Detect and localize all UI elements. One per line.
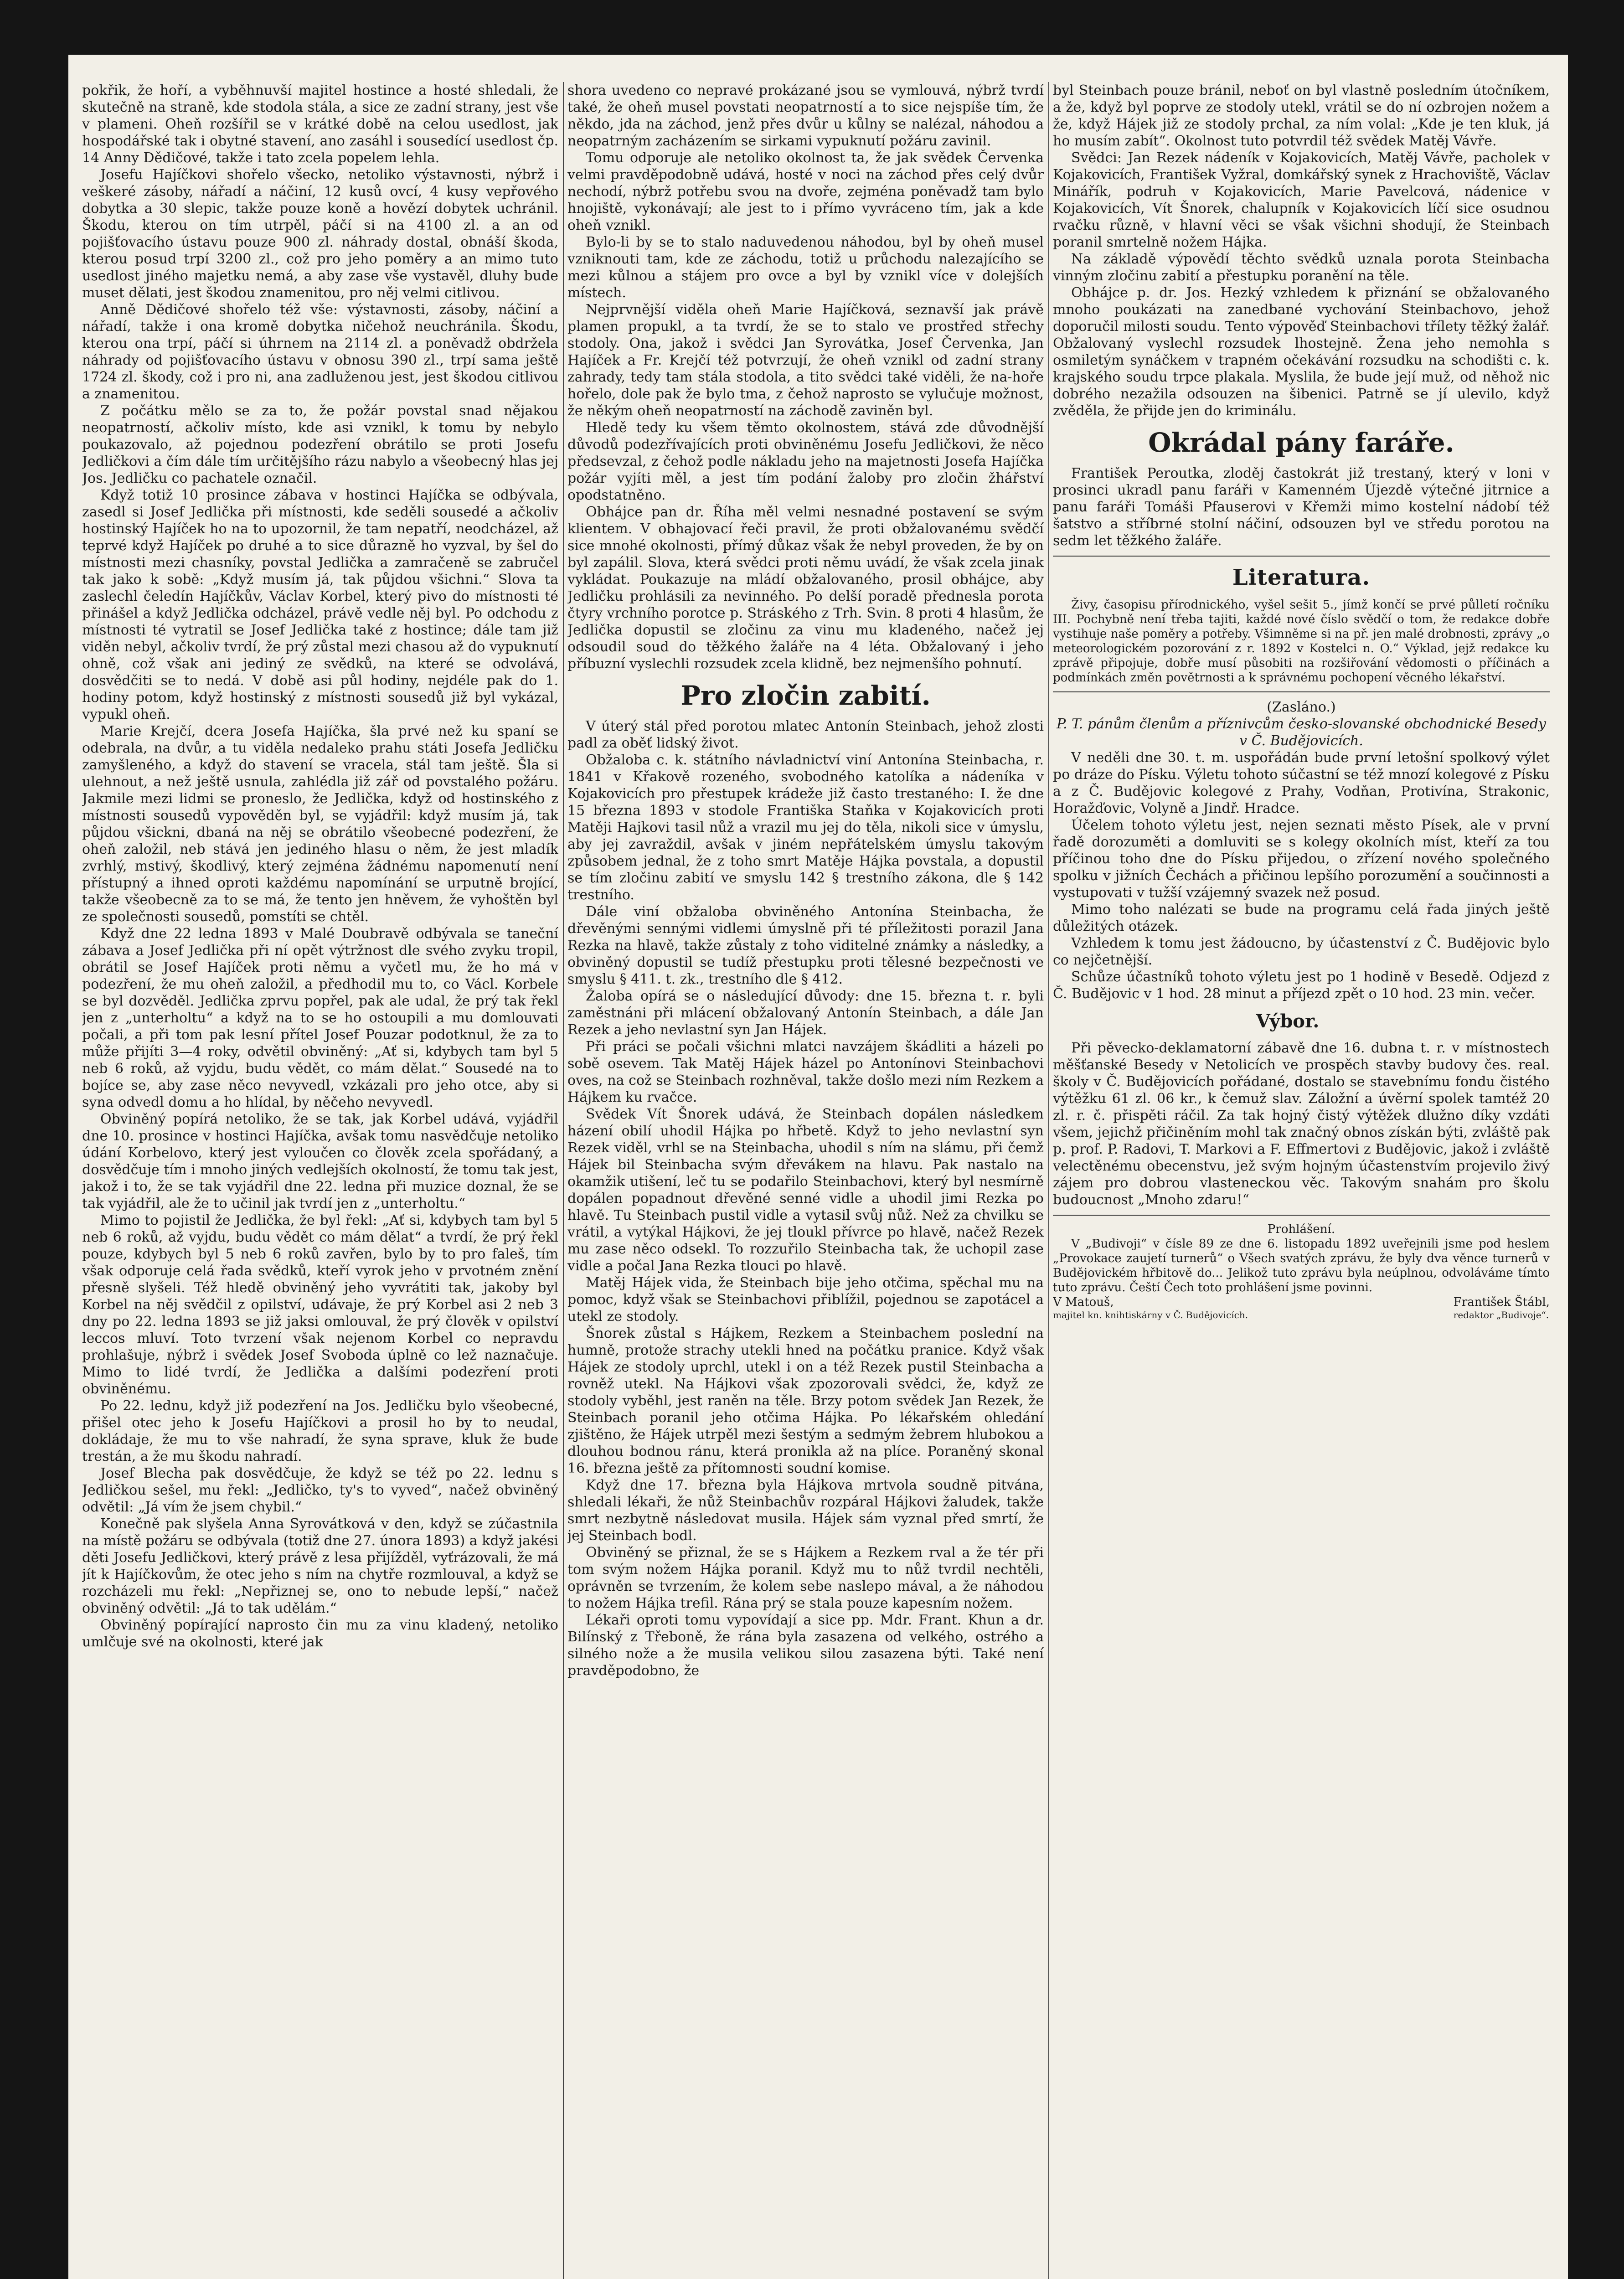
signature-committee: Výbor. <box>1256 1011 1320 1032</box>
paragraph: Po 22. lednu, když již podezření na Jos. Jedličku bylo všeobecné, přišel otec jeho k Josefu Hajíčkovi a prosil ho by to neudal, dokládaje, že mu to vše nahradí, že syna sprave, kluk že bude trestán, a že mu škodu nahradí. <box>82 1398 558 1464</box>
paragraph: shora uvedeno co nepravé prokázané jsou se vymlouvá, nýbrž tvrdí také, že oheň musel povstati neopatrností a to sice nejspíše tím, že někdo, jda na záchod, jenž přes dvůr u kůlny se nalézal, náhodou a neopatrným zacházením se sirkami vypuknutí požáru zavinil. <box>567 82 1044 149</box>
paragraph: Obhájce p. dr. Jos. Hezký vzhledem k přiznání se obžalovaného mnoho poukázati na zanedbané vychování Steinbachovo, jehož doporučil milosti soudu. Tento výpověď Steinbachovi třílety těžký žalář. Obžalovaný vyslechl rozsudek lhostejně. Žena jeho nemohla s osmiletým synáčkem v trapném očekávání rozsudku na schodišti c. k. krajského soudu trpce plakala. Myslila, že bude její muž, od něhož nic dobrého nezažila odsouzen na šibenici. Patrně se jí ulevilo, když zvěděla, že přijde jen do kriminálu. <box>1053 285 1550 419</box>
paragraph: Obhájce pan dr. Říha měl velmi nesnadné postavení se svým klientem. V obhajovací řeči pravil, že proti obžalovanému svědčí sice mnohé okolnosti, přímý důkaz však že nebyl proveden, že by on byl zapálil. Slova, která svědci proti němu uvádí, že však zcela jinak vykládat. Poukazuje na mládí obžalovaného, prosil obhájce, aby Jedličku prohlásili za nevinného. Po delší poradě přednesla porota čtyry vrchního porotce p. Stráského z Trh. Svin. 8 proti 4 hlasům, že Jedlička dopustil se zločinu za vinu mu kladeného, načež jej odsoudil soud do těžkého žaláře na 4 léta. Obžalovaný i jeho příbuzní vyslechli rozsudek zcela klidně, bez nejmenšího pohnutí. <box>567 504 1044 672</box>
paragraph: Šnorek zůstal s Hájkem, Rezkem a Steinbachem poslední na humně, protože strachy utekli hned na počátku pranice. Když však Hájek ze stodoly uprchl, utekl i on a též Rezek pustil Steinbacha a rovněž utekl. Na Hájkovi však zpozorovali svědci, že, když ze stodoly vyběhl, jest raněn na těle. Brzy potom svědek Jan Rezek, že Steinbach poranil jeho otčima Hájka. Po lékařském ohledání zjištěno, že Hájek utrpěl mezi šestým a sedmým žebrem hlubokou a dlouhou bodnou ránu, která pronikla až na plíce. Poraněný skonal 16. března ještě za přítomnosti soudní komise. <box>567 1325 1044 1476</box>
paragraph: Obviněný se přiznal, že se s Hájkem a Rezkem rval a že tér při tom svým nožem Hájka poranil. Když mu to nůž tvrdil nechtěli, oprávněn se tvrzením, že kolem sebe naslepo mával, a že náhodou to nožem Hájka trefil. Rána prý se stala pouze kapesním nožem. <box>567 1545 1044 1611</box>
paragraph: Vzhledem k tomu jest žádoucno, by účastenství z Č. Budějovic bylo co nejčetnější. <box>1053 935 1550 968</box>
paragraph: Mimo to pojistil že Jedlička, že byl řekl: „Ať si, kdybych tam byl 5 neb 6 roků, až vyjdu, budu vědět co mám dělat“ a tvrdí, že prý řekl pouze, kdybych byl 5 neb 6 roků zavřen, bylo by to pro faleš, tím však odporuje celá řada svědků, kteří vyrok jeho v prvotném znění přesně slyšeli. Též hledě obviněný jeho vyvrátiti tak, jakoby byl Korbel na něj svědčil z opilství, udávaje, že prý Korbel asi 2 neb 3 dny po 22. ledna 1893 se již jaksi omlouval, že prý člověk v opilství leccos mluví. Toto tvrzení však nejenom Korbel co nepravdu prohlašuje, nýbrž i svědek Josef Svoboda úplně co lež naznačuje. Mimo to lidé tvrdí, že Jedlička a dalšími podezření proti obviněnému. <box>82 1212 558 1397</box>
paragraph: Tomu odporuje ale netoliko okolnost ta, že jak svědek Červenka velmi pravděpodobně udává, hosté v noci na záchod přes celý dvůr nechodí, nýbrž potřebu svou na dvoře, zejména poněvadž tam bylo hnojiště, vykonávají; ale jest to i přímo vyvráceno tím, jak a kde oheň vznikl. <box>567 150 1044 233</box>
section-heading: Okrádal pány faráře. <box>1148 427 1454 458</box>
signature-caption: redaktor „Budivoje“. <box>1453 1310 1549 1320</box>
signature-caption: majitel kn. knihtiskárny v Č. Budějovicích. <box>1053 1310 1248 1320</box>
paragraph: Josefu Hajíčkovi shořelo všecko, netoliko výstavnosti, nýbrž i veškeré zásoby, nářadí a náčiní, 12 kusů ovcí, 4 kusy vepřového dobytka a 30 slepic, takže pouze koně a hovězí dobytek uchránil. Škodu, kterou on tím utrpěl, páčí si na 4100 zl. a an od pojišťovacího ústavu pouze 900 zl. náhrady dostal, obnáší škoda, kterou posud trpí 3200 zl., což pro jeho poměry a an mimo tuto usedlost jiného majetku nemá, a aby zase vše vystavěl, dluhy bude muset dělati, jest škodou znamenitou, pro něj velmi citlivou. <box>82 167 558 301</box>
paragraph: Hledě tedy ku všem těmto okolnostem, stává zde důvodnější důvodů podezřívajících proti obviněnému Josefu Jedličkovi, že něco předsevzal, z čehož podle nákladu jeho na majetnosti Josefa Hajíčka požár vyjíti měl, a jest tím podání žaloby pro zločin žhářství opodstatněno. <box>567 420 1044 503</box>
divider <box>1053 691 1550 692</box>
paragraph: Obviněný popírající naprosto čin mu za vinu kladený, netoliko umlčuje své na okolnosti, které jak <box>82 1617 558 1650</box>
paragraph: V neděli dne 30. t. m. uspořádán bude první letošní spolkový výlet po dráze do Písku. Výletu tohoto súčastní se též mnozí kolegové z Písku a z Č. Budějovic kolegové z Prahy, Vodňan, Protivína, Strakonic, Horažďovic, Volyně a Jindř. Hradce. <box>1053 750 1550 816</box>
signature-name: V Matouš, <box>1053 1295 1114 1309</box>
column-divider <box>1048 82 1049 2279</box>
column-1 <box>82 82 558 2279</box>
paragraph: V úterý stál před porotou mlatec Antonín Steinbach, jehož zlosti padl za oběť lidský život. <box>567 718 1044 751</box>
signature-name: František Štábl, <box>1453 1295 1550 1309</box>
paragraph: František Peroutka, zloděj častokrát již trestaný, který v loni v prosinci ukradl panu faráři v Kamenném Újezdě výtečné jitrnice a panu faráři Tomáši Pfauserovi v Křemži mimo kostelní nádobí též šatstvo a stříbrné stolní náčiní, odsouzen byl ve středu porotou na sedm let těžkého žaláře. <box>1053 465 1550 549</box>
divider <box>1053 1215 1550 1216</box>
paragraph: Když dne 22 ledna 1893 v Malé Doubravě odbývala se taneční zábava a Josef Jedlička při ní opět výtržnost dle svého zvyku tropil, obrátil se Josef Hajíček proti němu a vyčetl mu, že ho má v podezření, že mu oheň založil, a předhodil mu to, co Václ. Korbele se byl dozvěděl. Jedlička zprvu popřel, pak ale udal, že prý tak řekl jen z „unterholtu“ a když na to se ho ostoupili a mu domlouvati počali, a při tom pak lesní přítel Josef Pouzar podotknul, že za to může přijíti 3—4 roky, odvětil obviněný: „Ať si, kdybych tam byl 5 neb 6 roků, až vyjdu, budu vědět, co mám dělat.“ Sousedé na to bojíce se, aby zase něco nevyvedl, vzkázali pro jeho otce, aby si syna odvedl domu a ho hlídal, by něčeho nevyvedl. <box>82 926 558 1110</box>
signature-left <box>1053 1295 1248 1320</box>
newspaper-page <box>68 55 1568 2279</box>
paragraph: Konečně pak slyšela Anna Syrovátková v den, když se zúčastnila na místě požáru se odbývala (totiž dne 27. února 1893) a když jakési děti Josefu Jedličkovi, který právě z lesa přijížděl, vyťrázovali, že má jít k Hajíčkovům, že otec jeho s ním na chytře rozmlouval, a když se rozcházeli mu řekl: „Nepřiznej se, ono to nebude lepší,“ načež obviněný odvětil: „Já to tak udělám.“ <box>82 1516 558 1616</box>
paragraph: pokřik, že hoří, a vyběhnuvší majitel hostince a hosté shledali, že skutečně na straně, kde stodola stála, a sice ze zadní strany, jest vše v plameni. Oheň rozšířil se v krátké době na celou usedlost, jak hospodářské tak i obytné stavení, ano zasáhl i sousedící usedlost čp. 14 Anny Dědičové, takže i tato zcela popelem lehla. <box>82 82 558 166</box>
column-3 <box>1053 82 1550 2279</box>
paragraph: Při práci se počali všichni mlatci navzájem škádliti a házeli po sobě osevem. Tak Matěj Hájek házel po Antonínovi Steinbachovi oves, na což se Steinbach rozhněval, takže došlo mezi ním Rezkem a Hájkem ku rvačce. <box>567 1039 1044 1105</box>
paragraph: Anně Dědičové shořelo též vše: výstavnosti, zásoby, náčiní a nářadí, takže i ona kromě dobytka ničehož neuchránila. Škodu, kterou ona trpí, páčí si úhrnem na 2114 zl. a poněvadž obdržela náhrady od pojišťovacího ústavu v obnosu 390 zl., trpí sama ještě 1724 zl. škody, což i pro ni, ana zadluženou jest, jest škodou citlivou a znamenitou. <box>82 302 558 402</box>
signature-right <box>1454 1295 1550 1320</box>
section-heading: Literatura. <box>1232 565 1371 590</box>
paragraph: Obžaloba c. k. státního návladnictví viní Antonína Steinbacha, r. 1841 v Křakově rozeného, svobodného katolíka a nádeníka v Kojakovicích pro přestupek krádeže již často trestaného: I. že dne 15 března 1893 v stodole Františka Staňka v Kojakovicích proti Matěji Hajkovi tasil nůž a vrazil mu jej do těla, nikoli sice v úmyslu, aby jej zavraždil, avšak v jiném nepřátelském úmyslu takovým způsobem jednal, že z toho smrt Matěje Hájka povstala, a dopustil se tím zločinu zabití ve smyslu 142 § trestního zákona, dle § 142 trestního. <box>567 752 1044 903</box>
paragraph: Z počátku mělo se za to, že požár povstal snad nějakou neopatrností, ačkoliv místo, kde asi vznikl, k tomu by nebylo poukazovalo, až pojednou podezření obrátilo se proti Josefu Jedličkovi a čím dále tím určitějšího rázu nabylo a všeobecný hlas jej Jos. Jedličku co pachatele označil. <box>82 403 558 486</box>
column-divider <box>563 82 564 2279</box>
paragraph: Mimo toho nalézati se bude na programu celá řada jiných ještě důležitých otázek. <box>1053 902 1550 934</box>
paragraph: Živy, časopisu přírodnického, vyšel sešit 5., jímž končí se prvé půlletí ročníku III. Pochybně není třeba tajiti, každé nové číslo svědčí o tom, že redakce dobře vystihuje naše poměry a potřeby. Všimněme si na př. jen malé drobnosti, zprávy „o meteorologickém pozorování z r. 1892 v Kostelci n. O.“ Výklad, jejž redakce ku zprávě připojuje, dobře musí působiti na rozšiřování vědomosti o příčinách a podmínkách změn povětrnosti a k správnému pochopení věcného lékařství. <box>1053 598 1550 685</box>
paragraph: Nejprvnější viděla oheň Marie Hajíčková, seznavší jak právě plamen propukl, a ta tvrdí, že se to stalo ve prostřed střechy stodoly. Ona, jakož i svědci Jan Syrovátka, Josef Červenka, Jan Hajíček a Fr. Krejčí též potvrzují, že oheň vznikl od zadní strany zahrady, tedy tam stála stodola, a tito svědci také viděli, že na-hoře hořelo, dole pak že bylo tma, z čehož naprosto se vylučuje možnost, že někým oheň neopatrností na záchodě zaviněn byl. <box>567 302 1044 419</box>
paragraph: Když totiž 10 prosince zábava v hostinci Hajíčka se odbývala, zasedl si Josef Jedlička při místnosti, kde seděli sousedé a ačkoliv hostinský Hajíček ho na to upozornil, že tam nepatří, neodcházel, až teprvé když Hajíček po druhé a to sice důrazně ho vyzval, by šel do místnosti mezi chasníky, povstal Jedlička a zamračeně se zabručel tak jako k sobě: „Když musím já, tak půjdou všichni.“ Slova ta zaslechl čeledín Hajíčkův, Václav Korbel, který pivo do místnosti té přinášel a když Jedlička odcházel, právě vedle něj byl. Po odchodu z místnosti té vytratil se Josef Jedlička také z hostince; dále tam již viděn nebyl, ačkoliv tvrdí, že prý zůstal mezi chasou až do vypuknutí ohně, což však ani jediný ze svědků, na které se odvolává, dosvědčiti se to nedá. V době asi půl hodiny, nejdéle pak do 1. hodiny potom, když hostinský z místnosti sousedů již byl vykázal, vypukl oheň. <box>82 487 558 722</box>
paragraph: Svědek Vít Šnorek udává, že Steinbach dopálen následkem házení obilí uhodil Hájka po hřbetě. Když to jeho nevlastní syn Rezek viděl, vrhl se na Steinbacha, uhodil s ním na slámu, při čemž Hájek bil Steinbacha svým dřevákem na hlavu. Pak nastalo na okamžik utišení, leč tu se podařilo Steinbachovi, který byl nesmírně dopálen popadnout dřevěné senné vidle a uhodil jimi Rezka po hlavě. Tu Steinbach pustil vidle a vytasil svůj nůž. Než za chvilku se vrátil, a vytýkal Hájkovi, že jej tloukl přívrce po hlavě, načež Rezek mu zase něco odsekl. To rozzuřilo Steinbacha tak, že uchopil zase vidle a počal Jana Rezka tlouci po hlavě. <box>567 1106 1044 1274</box>
paragraph: Svědci: Jan Rezek nádeník v Kojakovicích, Matěj Vávře, pacholek v Kojakovicích, František Vyžral, domkářský synek z Hrachoviště, Václav Minářík, podruh v Kojakovicích, Marie Pavelcová, nádenice v Kojakovicích, Vít Šnorek, chalupník v Kojakovicích líčí sice osudnou rvačku různě, v hlavní věci se však všichni shodují, že Steinbach poranil smrtelně nožem Hájka. <box>1053 150 1550 250</box>
paragraph: Účelem tohoto výletu jest, nejen seznati město Písek, ale v první řadě dorozuměti a domluviti se s kolegy okolních míst, kteří za tou příčinou toho dne do Písku přijedou, o zřízení nového společného spolku v jižních Čechách a přičinou lepšího porozumění a součinnosti a vystupovati v tužší vzájemný svazek než posud. <box>1053 817 1550 901</box>
zaslano-label: (Zasláno.) <box>1267 699 1336 715</box>
paragraph: Matěj Hájek vida, že Steinbach bije jeho otčima, spěchal mu na pomoc, když však se Steinbachovi přiblížil, pojednou se zapotácel a utekl ze stodoly. <box>567 1275 1044 1325</box>
signatures <box>1053 1295 1550 1320</box>
section-heading: Pro zločin zabití. <box>681 680 931 711</box>
paragraph: Marie Krejčí, dcera Josefa Hajíčka, šla prvé než ku spaní se odebrala, na dvůr, a tu viděla nedaleko prahu státi Josefa Jedličku zamyšleného, a když do stavení se vracela, stál tam ještě. Šla si ulehnout, a než ještě usnula, zahlédla již zář od povstalého požáru. Jakmile mezi lidmi se proneslo, že Jedlička, když od hostinského z místnosti sousedů vypověděn byl, se vyjádřil: když musím já, tak půjdou všickni, dbaná na něj se obrátilo všeobecné podezření, že oheň založil, neb stává jen jediného hlasu o něm, že jest mladík zvrhlý, mstivý, škodlivý, který zejména žádnému napomenutí není přístupný a ihned oproti každému napomínání se urputně brojící, takže všeobecně za to se má, že tento jen hněvem, že vyhoštěn byl ze společnosti sousedů, pomstíti se chtěl. <box>82 723 558 925</box>
paragraph: Lékaři oproti tomu vypovídají a sice pp. Mdr. Frant. Khun a dr. Bilínský z Třeboně, že rána byla zasazena od velkého, ostrého a silného nože a že musila velikou silou zasazena býti. Také není pravděpodobno, že <box>567 1612 1044 1679</box>
paragraph: Když dne 17. března byla Hájkova mrtvola soudně pitvána, shledali lékaři, že nůž Steinbachův rozpáral Hájkovi žaludek, takže smrt nezbytně následovat musila. Hájek sám vyznal před smrtí, že jej Steinbach bodl. <box>567 1477 1044 1544</box>
column-2 <box>567 82 1044 2279</box>
section-heading: Prohlášení. <box>1267 1222 1335 1236</box>
paragraph: Při pěvecko-deklamatorní zábavě dne 16. dubna t. r. v místnostech měšťanské Besedy v Netolicích ve prospěch stavby budovy čes. real. školy v Č. Budějovicích pořádané, dostalo se stavebnímu fondu čistého výtěžku 61 zl. 06 kr., k čemuž slav. Záložní a úvěrní spolek tamtéž 20 zl. r. č. přispěti ráčil. Za tak hojný čistý výtěžek dlužno díky vzdáti všem, jejichž přičiněním mohl tak značný obnos získán býti, zvláště pak p. prof. P. Radovi, T. Markovi a F. Effmertovi z Budějovic, jakož i zvláště velectěnému obecenstvu, jež svým hojným účastenstvím projevilo živý zájem pro dobrou vlasteneckou věc. Takovým snahám pro školu budoucnost „Mnoho zdaru!“ <box>1053 1040 1550 1208</box>
paragraph: Schůze účastníků tohoto výletu jest po 1 hodině v Besedě. Odjezd z Č. Budějovic v 1 hod. 28 minut a příjezd zpět o 10 hod. 23 min. večer. <box>1053 969 1550 1002</box>
paragraph: Bylo-li by se to stalo naduvedenou náhodou, byl by oheň musel vzniknouti tam, kde ze záchodu, totiž u průchodu nalezajícího se mezi kůlnou a stájem pro ovce a byl by vznikl více v dolejších místech. <box>567 234 1044 301</box>
paragraph: V „Budivoji“ v čísle 89 ze dne 6. listopadu 1892 uveřejnili jsme pod heslem „Provokace zaujetí turnerů“ o Všech svatých zprávu, že byly dva věnce turnerů v Budějovickém hřbitově do... Jelikož tuto zprávu byla neúplnou, odvoláváme tímto tuto zprávu. Čeští Čech toto prohlášení jsme povinni. <box>1053 1237 1550 1294</box>
paragraph: Dále viní obžaloba obviněného Antonína Steinbacha, že dřevěnými sennými vidlemi úmyslně při té příležitosti porazil Jana Rezka na hlavě, takže zůstaly z toho viditelné známky a následky, a obviněný dopustil se tudíž přestupku proti tělesné bezpečnosti ve smyslu § 411. t. zk., trestního dle § 412. <box>567 904 1044 987</box>
paragraph: Na základě výpovědí těchto svědků uznala porota Steinbacha vinným zločinu zabití a přestupku poranění na těle. <box>1053 251 1550 284</box>
paragraph: byl Steinbach pouze bránil, neboť on byl vlastně posledním útočníkem, a že, když byl poprve ze stodoly utekl, vrátil se do ní ozbrojen nožem a že, když Hájek již ze stodoly prchal, za ním volal: „Kde je ten kluk, já ho musím zabít“. Okolnost tuto potvrdil též svědek Matěj Vávře. <box>1053 82 1550 149</box>
announcement-title: P. T. pánům členům a příznivcům česko-slovanské obchodnické Besedy v Č. Budějovicích. <box>1056 716 1547 749</box>
divider <box>1053 556 1550 557</box>
paragraph: Žaloba opírá se o následující důvody: dne 15. března t. r. byli zaměstnáni při mlácení obžalovaný Antonín Steinbach, a dále Jan Rezek a jeho nevlastní syn Jan Hájek. <box>567 988 1044 1038</box>
paragraph: Josef Blecha pak dosvědčuje, že když se též po 22. lednu s Jedličkou sešel, mu řekl: „Jedličko, ty's to vyved“, načež obviněný odvětil: „Já vím že jsem chybil.“ <box>82 1465 558 1515</box>
paragraph: Obviněný popírá netoliko, že se tak, jak Korbel udává, vyjádřil dne 10. prosince v hostinci Hajíčka, avšak tomu nasvědčuje netoliko údání Korbelovo, který jest vyloučen co člověk zcela spořádaný, a dosvědčuje tím i mnoho jiných vedlejších okolností, že tomu tak jest, jakož i to, že se tak vyjádřil dne 22. ledna při muzice doznal, že se tak vyjádřil, ale že to učinil jak tvrdí jen z „unterholtu.“ <box>82 1111 558 1212</box>
